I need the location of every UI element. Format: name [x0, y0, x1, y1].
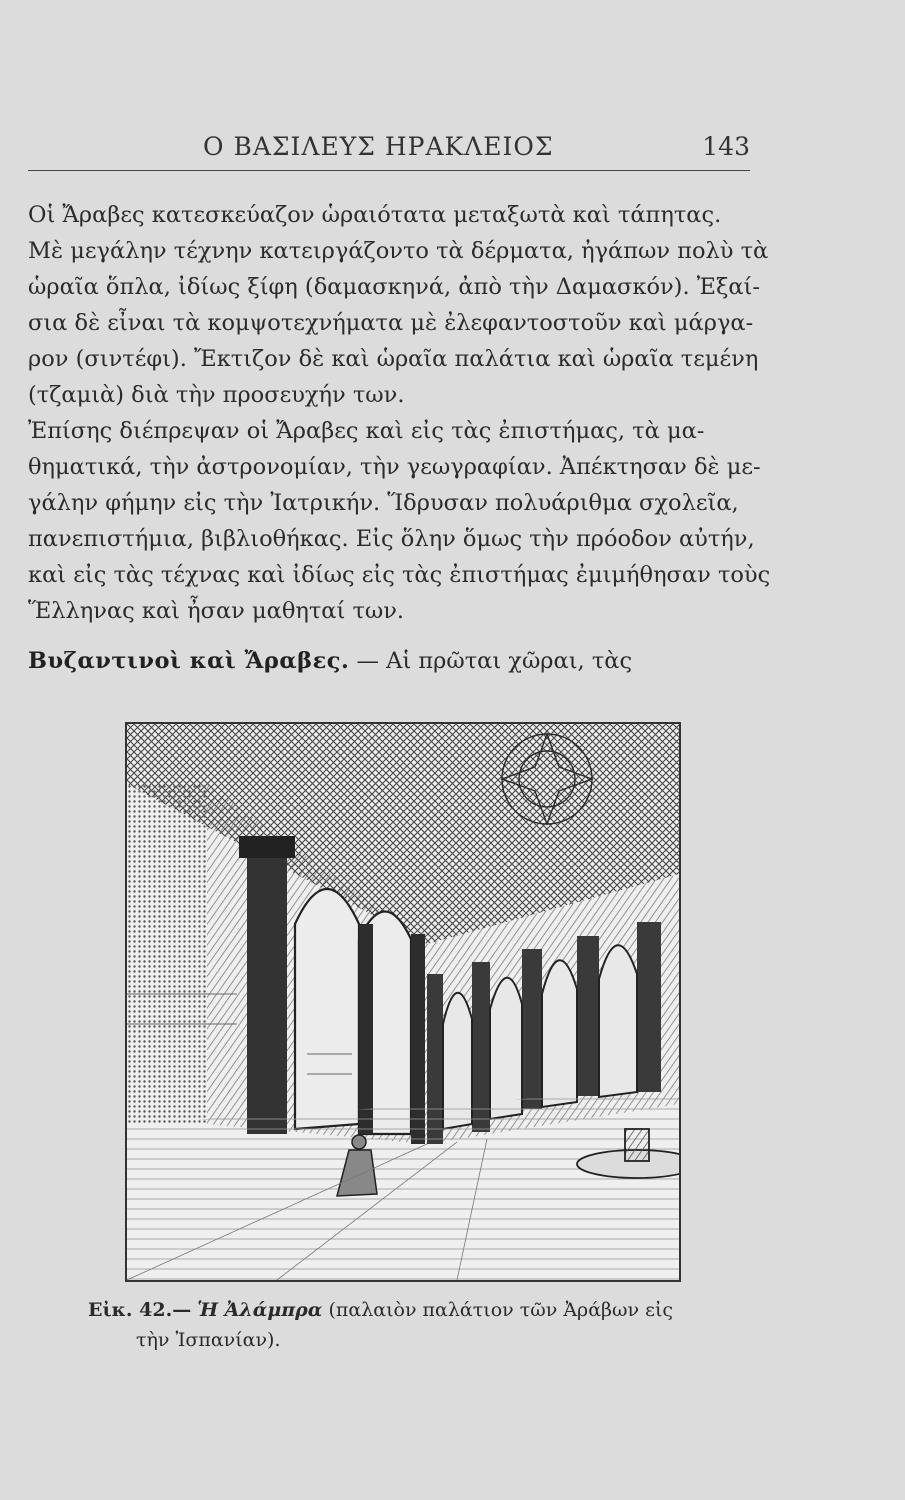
page-number: 143: [702, 132, 750, 161]
engraving-drawing: [127, 724, 679, 1280]
caption-label: Εἰκ. 42.—: [88, 1299, 192, 1321]
text-line: Μὲ μεγάλην τέχνην κατειργάζοντο τὰ δέρματα, ἠγάπων πολὺ τὰ: [28, 238, 769, 264]
text-line: σια δὲ εἶναι τὰ κομψοτεχνήματα μὲ ἐλεφαντοστοῦν καὶ μάργα-: [28, 310, 754, 336]
text-line: θηματικά, τὴν ἀστρονομίαν, τὴν γεωγραφίαν. Ἀπέκτησαν δὲ με-: [28, 454, 761, 480]
section-dash: —: [356, 648, 379, 674]
caption-rest: (παλαιὸν παλάτιον τῶν Ἀράβων εἰς: [328, 1299, 674, 1321]
text-line: Οἱ Ἄραβες κατεσκεύαζον ὡραιότατα μεταξωτὰ καὶ τάπητας.: [28, 202, 722, 228]
caption-line-1: [88, 1295, 788, 1325]
running-title: Ο ΒΑΣΙΛΕΥΣ ΗΡΑΚΛΕΙΟΣ: [203, 132, 554, 161]
section-heading: Βυζαντινοὶ καὶ Ἄραβες.: [28, 648, 350, 674]
text-line: πανεπιστήμια, βιβλιοθήκας. Εἰς ὅλην ὅμως τὴν πρόοδον αὐτήν,: [28, 526, 755, 552]
header-rule: [28, 170, 750, 171]
section-text: Αἱ πρῶται χῶραι, τὰς: [386, 648, 633, 674]
body-text: [28, 197, 771, 629]
text-line: ὡραῖα ὅπλα, ἰδίως ξίφη (δαμασκηνά, ἀπὸ τὴν Δαμασκόν). Ἐξαί-: [28, 274, 760, 300]
section-heading-line: [28, 643, 758, 679]
text-line: γάλην φήμην εἰς τὴν Ἰατρικήν. Ἵδρυσαν πολυάριθμα σχολεῖα,: [28, 490, 739, 516]
page-header: [28, 130, 750, 170]
alhambra-illustration: [125, 722, 681, 1282]
text-line: καὶ εἰς τὰς τέχνας καὶ ἰδίως εἰς τὰς ἐπιστήμας ἐμιμήθησαν τοὺς: [28, 562, 771, 588]
text-line: ρον (σιντέφι). Ἔκτιζον δὲ καὶ ὡραῖα παλάτια καὶ ὡραῖα τεμένη: [28, 346, 759, 372]
caption-line-2: τὴν Ἰσπανίαν).: [136, 1329, 281, 1351]
caption-title: Ἡ Ἀλάμπρα: [197, 1299, 323, 1321]
text-line: (τζαμιὰ) διὰ τὴν προσευχήν των.: [28, 382, 405, 408]
text-line: Ἐπίσης διέπρεψαν οἱ Ἄραβες καὶ εἰς τὰς ἐπιστήμας, τὰ μα-: [28, 418, 705, 444]
figure-caption: [88, 1295, 788, 1355]
text-line: Ἕλληνας καὶ ἦσαν μαθηταί των.: [28, 598, 405, 624]
